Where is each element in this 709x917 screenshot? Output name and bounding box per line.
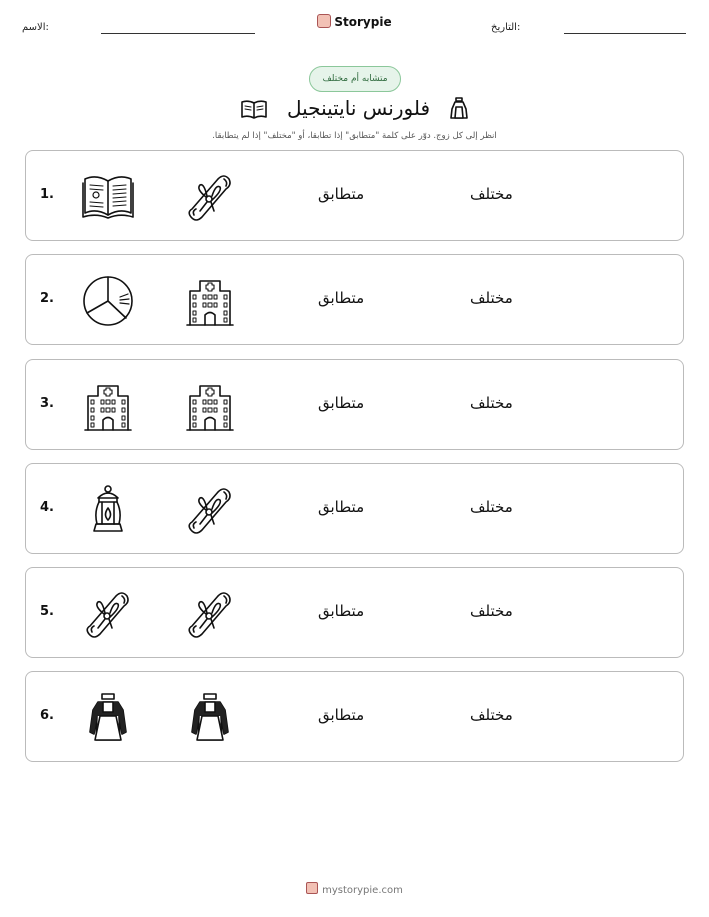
hospital-icon bbox=[184, 380, 236, 432]
nurse-uniform-icon bbox=[450, 97, 468, 119]
row-number: 3. bbox=[40, 396, 54, 411]
instructions: انظر إلى كل زوج. دوّر على كلمة "متطابق" إذا تطابقا، أو "مختلف" إذا لم يتطابقا. bbox=[212, 131, 497, 141]
different-option[interactable]: مختلف bbox=[470, 602, 513, 620]
different-option[interactable]: مختلف bbox=[470, 185, 513, 203]
date-label: التاريخ: bbox=[491, 22, 521, 33]
date-line[interactable] bbox=[564, 33, 686, 34]
different-option[interactable]: مختلف bbox=[470, 498, 513, 516]
footer bbox=[0, 882, 709, 896]
row-number: 4. bbox=[40, 500, 54, 515]
row-number: 2. bbox=[40, 291, 54, 306]
footer-url[interactable]: mystorypie.com bbox=[322, 885, 403, 896]
different-option[interactable]: مختلف bbox=[470, 706, 513, 724]
scroll-icon bbox=[184, 171, 236, 223]
same-option[interactable]: متطابق bbox=[318, 498, 365, 516]
hospital-icon bbox=[82, 380, 134, 432]
book-icon bbox=[241, 99, 267, 119]
same-option[interactable]: متطابق bbox=[318, 185, 365, 203]
storypie-logo-icon bbox=[317, 14, 331, 28]
name-label: الاسم: bbox=[22, 22, 49, 33]
pair-row-2 bbox=[25, 254, 684, 345]
brand-name: Storypie bbox=[334, 15, 392, 29]
pair-row-6 bbox=[25, 671, 684, 762]
nurse-uniform-icon bbox=[82, 692, 134, 744]
pair-row-1 bbox=[25, 150, 684, 241]
different-option[interactable]: مختلف bbox=[470, 394, 513, 412]
same-option[interactable]: متطابق bbox=[318, 706, 365, 724]
row-number: 6. bbox=[40, 708, 54, 723]
hospital-icon bbox=[184, 275, 236, 327]
pair-row-4 bbox=[25, 463, 684, 554]
page-title-wrap bbox=[0, 96, 709, 120]
row-number: 5. bbox=[40, 604, 54, 619]
different-option[interactable]: مختلف bbox=[470, 289, 513, 307]
same-option[interactable]: متطابق bbox=[318, 602, 365, 620]
same-option[interactable]: متطابق bbox=[318, 289, 365, 307]
storypie-logo-icon bbox=[306, 882, 318, 894]
row-number: 1. bbox=[40, 187, 54, 202]
scroll-icon bbox=[184, 588, 236, 640]
scroll-icon bbox=[82, 588, 134, 640]
activity-badge: متشابه أم مختلف bbox=[309, 66, 401, 92]
pair-row-5 bbox=[25, 567, 684, 658]
same-option[interactable]: متطابق bbox=[318, 394, 365, 412]
pie-chart-icon bbox=[82, 275, 134, 327]
brand-logo bbox=[0, 14, 709, 29]
lantern-icon bbox=[82, 484, 134, 536]
name-line[interactable] bbox=[101, 33, 255, 34]
scroll-icon bbox=[184, 484, 236, 536]
book-icon bbox=[82, 171, 134, 223]
page-title: فلورنس نايتينجيل bbox=[286, 96, 431, 120]
pair-row-3 bbox=[25, 359, 684, 450]
nurse-uniform-icon bbox=[184, 692, 236, 744]
